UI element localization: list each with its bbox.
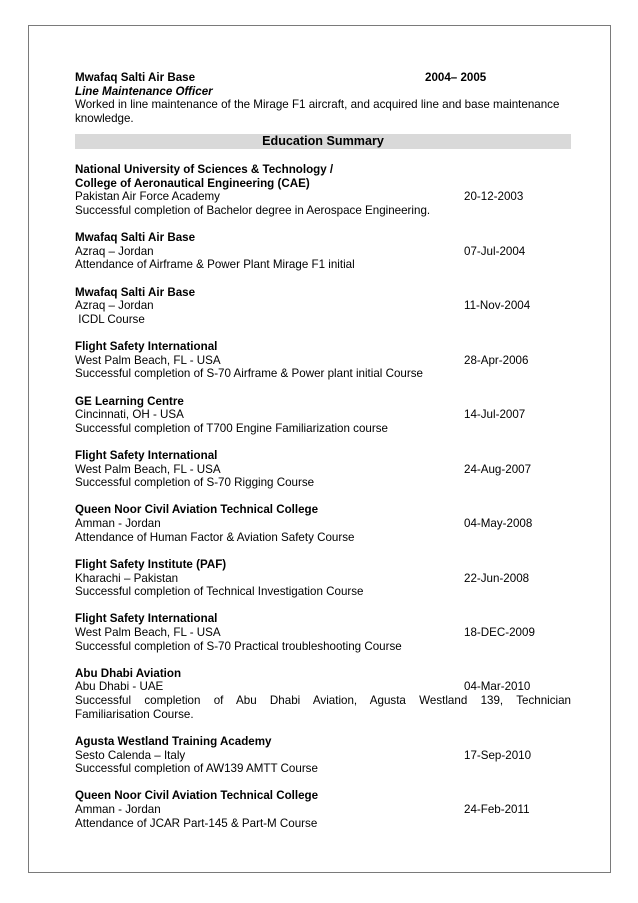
education-entry [75, 449, 571, 490]
entry-description: Attendance of JCAR Part-145 & Part-M Course [75, 816, 318, 830]
entry-location: West Palm Beach, FL - USA [75, 626, 221, 639]
entry-title-line2: College of Aeronautical Engineering (CAE) [75, 176, 310, 190]
entry-title: Flight Safety International [75, 449, 218, 462]
experience-description: Worked in line maintenance of the Mirage F1 aircraft, and acquired line and base maintenance knowledge. [75, 98, 560, 125]
entry-title: Mwafaq Salti Air Base [75, 231, 196, 245]
entry-title: Mwafaq Salti Air Base [75, 285, 196, 299]
entry-date: 04-Mar-2010 [464, 680, 531, 694]
education-entry [75, 503, 571, 544]
entry-location: Amman - Jordan [75, 517, 161, 531]
entry-description: Successful completion of Abu Dhabi Aviation, Agusta Westland 139, Technician [75, 694, 571, 708]
education-entry [75, 789, 571, 830]
entry-date: 17-Sep-2010 [464, 748, 532, 762]
experience-org: Mwafaq Salti Air Base [75, 71, 196, 84]
entry-date: 11-Nov-2004 [464, 299, 531, 313]
entry-date: 18-DEC-2009 [464, 626, 535, 639]
entry-location: Sesto Calenda – Italy [75, 748, 186, 762]
entry-location: Pakistan Air Force Academy [75, 190, 220, 204]
entry-location: Cincinnati, OH - USA [75, 408, 184, 422]
entry-location: Azraq – Jordan [75, 299, 154, 313]
entry-title: National University of Sciences & Technology / [75, 163, 334, 177]
entry-title: Flight Safety International [75, 612, 218, 626]
experience-period: 2004– 2005 [425, 71, 487, 84]
entry-title: Flight Safety International [75, 340, 218, 354]
education-entry [75, 558, 571, 599]
entry-description: Attendance of Human Factor & Aviation Safety Course [75, 530, 355, 544]
entry-date: 24-Feb-2011 [464, 803, 530, 816]
entry-title: Queen Noor Civil Aviation Technical College [75, 503, 319, 517]
entry-description: Attendance of Airframe & Power Plant Mirage F1 initial [75, 258, 355, 272]
entry-description-line2: Familiarisation Course. [75, 707, 194, 721]
entry-title: Agusta Westland Training Academy [75, 734, 272, 748]
entry-title: Queen Noor Civil Aviation Technical College [75, 789, 319, 803]
entry-location: West Palm Beach, FL - USA [75, 353, 221, 367]
entry-date: 14-Jul-2007 [464, 408, 526, 422]
education-entry [75, 340, 571, 381]
entry-description: ICDL Course [75, 312, 145, 326]
entry-description: Successful completion of S-70 Rigging Course [75, 476, 315, 490]
experience-entry [75, 71, 571, 125]
entry-description: Successful completion of AW139 AMTT Course [75, 762, 318, 776]
entry-date: 22-Jun-2008 [464, 571, 530, 585]
education-entry [75, 735, 571, 776]
entry-date: 20-12-2003 [464, 190, 524, 204]
entry-date: 07-Jul-2004 [464, 244, 526, 258]
education-entry [75, 286, 571, 327]
entry-title: GE Learning Centre [75, 394, 184, 408]
entry-title: Flight Safety Institute (PAF) [75, 557, 227, 571]
entry-date: 04-May-2008 [464, 517, 533, 531]
entry-date: 24-Aug-2007 [464, 462, 532, 476]
education-entry [75, 231, 571, 272]
education-entry [75, 395, 571, 436]
education-entry [75, 612, 571, 653]
entry-description: Successful completion of S-70 Practical troubleshooting Course [75, 639, 402, 653]
entry-location: West Palm Beach, FL - USA [75, 462, 221, 476]
entry-location: Amman - Jordan [75, 803, 161, 816]
entry-description: Successful completion of Bachelor degree in Aerospace Engineering. [75, 203, 431, 217]
entry-location: Kharachi – Pakistan [75, 571, 179, 585]
education-entry [75, 667, 571, 721]
entry-description: Successful completion of T700 Engine Familiarization course [75, 421, 388, 435]
entry-location: Azraq – Jordan [75, 244, 154, 258]
resume-content [75, 71, 571, 830]
experience-role: Line Maintenance Officer [75, 84, 213, 98]
entry-date: 28-Apr-2006 [464, 353, 529, 367]
education-summary-header: Education Summary [75, 134, 571, 149]
education-entry [75, 163, 571, 217]
entry-description: Successful completion of S-70 Airframe & Power plant initial Course [75, 367, 423, 381]
entry-location: Abu Dhabi - UAE [75, 680, 164, 694]
entry-title: Abu Dhabi Aviation [75, 666, 182, 680]
entry-description: Successful completion of Technical Investigation Course [75, 585, 364, 599]
